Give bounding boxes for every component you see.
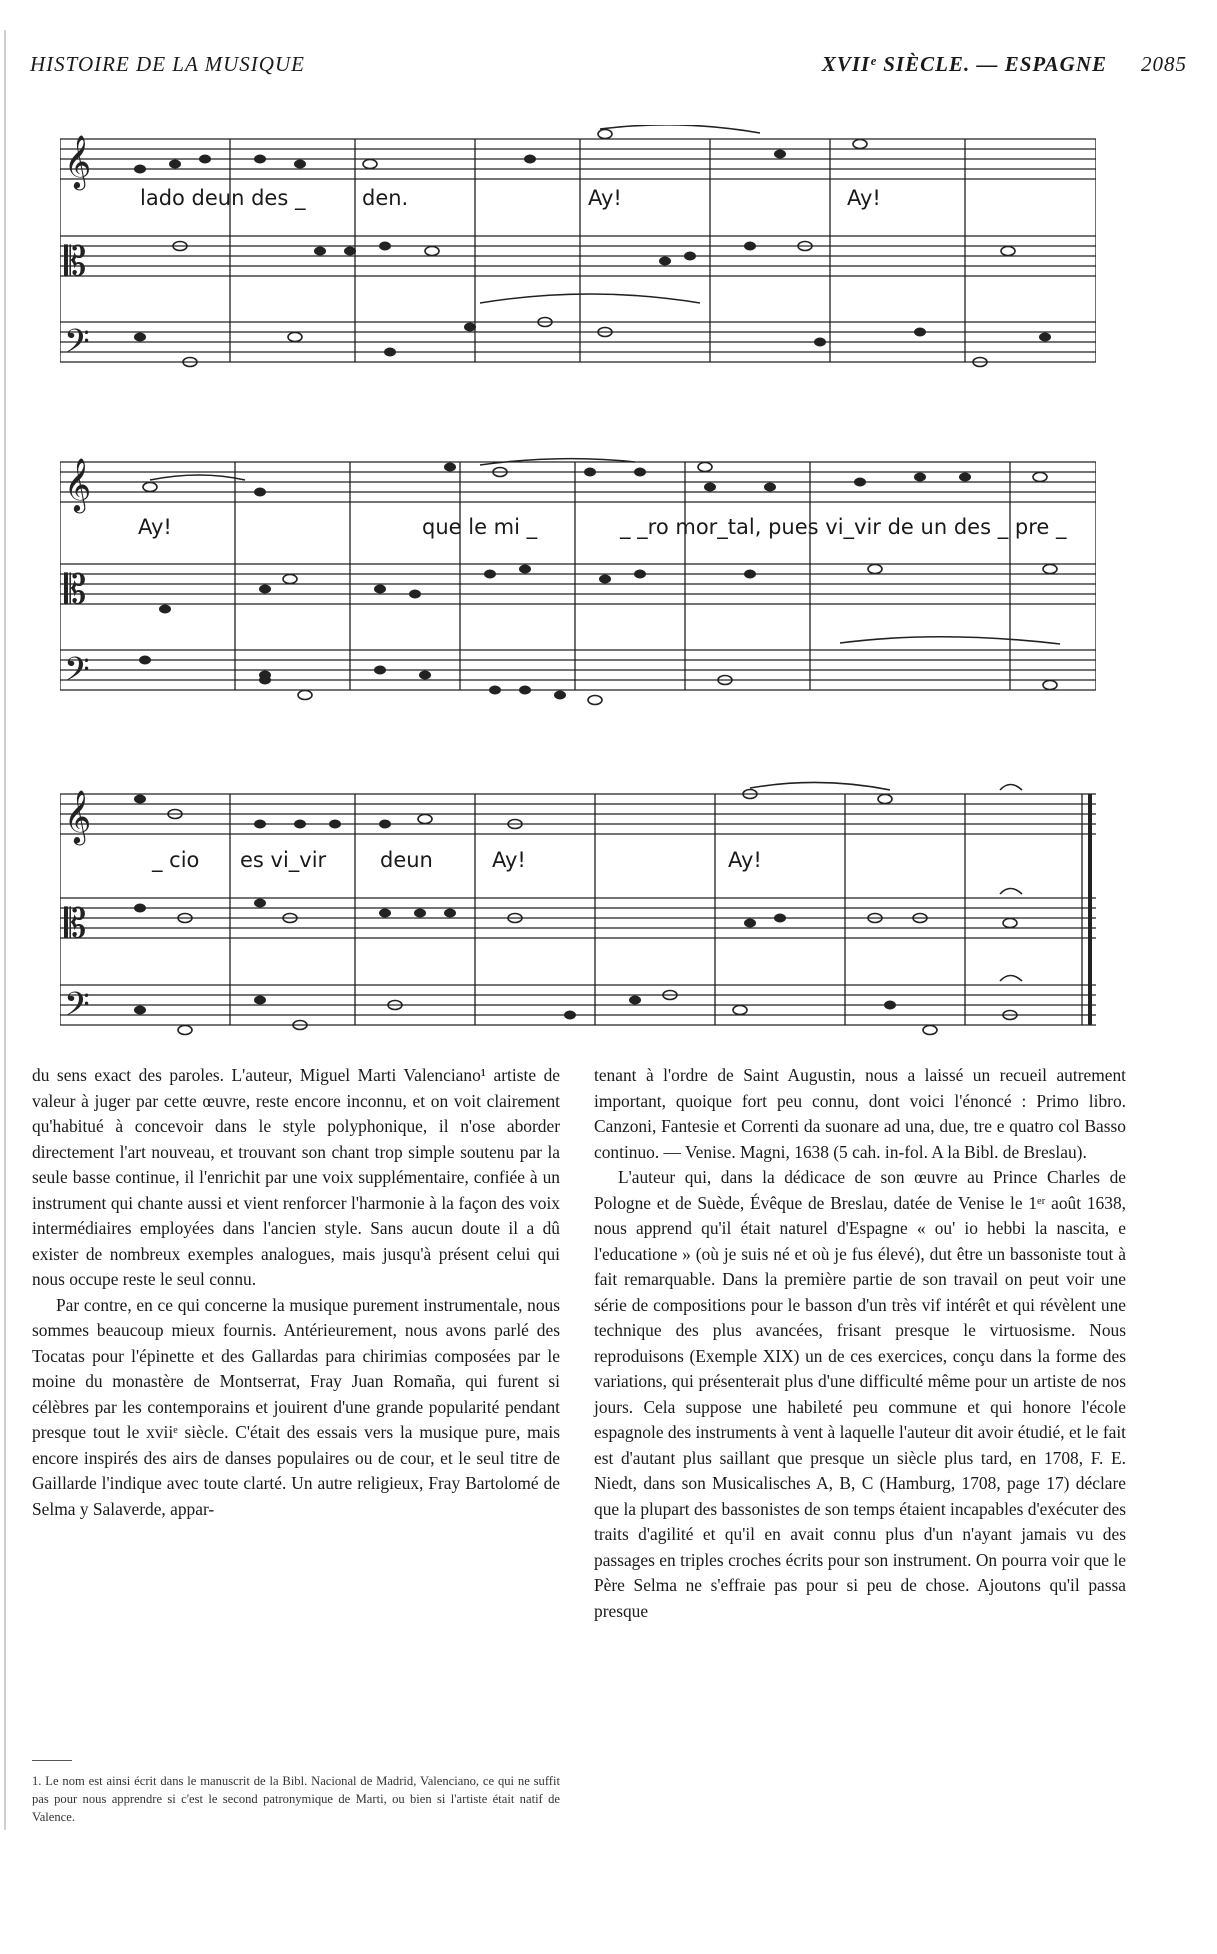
svg-text:𝄢: 𝄢	[64, 986, 90, 1032]
lyrics-system-3b: es vi_vir	[240, 848, 327, 872]
chapter-title: XVIIᵉ SIÈCLE. — ESPAGNE	[821, 52, 1107, 76]
svg-text:𝄡: 𝄡	[64, 239, 87, 285]
page-edge	[4, 30, 6, 1830]
lyrics-system-2a: Ay!	[138, 515, 172, 539]
running-head-left: HISTOIRE DE LA MUSIQUE	[30, 52, 305, 76]
lyrics-system-3c: deun	[380, 848, 433, 872]
lyrics-system-1a: lado deun des _	[140, 186, 306, 210]
running-head	[30, 52, 1187, 82]
lyrics-system-2c: _ _ro mor_tal, pues vi_vir de un des _ pre _	[620, 515, 1067, 539]
footnote-rule	[32, 1760, 72, 1761]
music-system-2	[60, 448, 1096, 723]
music-score	[60, 448, 1096, 723]
lyrics-system-3a: _ cio	[152, 848, 200, 872]
paragraph: L'auteur qui, dans la dédicace de son œuvre au Prince Charles de Pologne et de Suède, Évêque de Breslau, datée de Venise le 1ᵉʳ août 1638, nous apprend qu'il était naturel d'Espagne « ou' io hebbi la nascita, e l'educatione » (où je suis né et où je fus élevé), dut être un bassoniste tout à fait remarquable. Dans la première partie de son travail on peut voir une série de compositions pour le basson d'un très vif intérêt et qui révèlent une technique des plus avancées, frisant presque le virtuosisme. Nous reproduisons (Exemple XIX) un de ces exercices, conçu dans la forme des variations, qui présenterait plus d'une difficulté même pour un artiste de nos jours. Cela suppose une habileté peu commune et qui honore l'école espagnole des instruments à vent à laquelle l'auteur dit avoir étudié, et le fait est d'autant plus saillant que presque un siècle plus tard, en 1708, F. E. Niedt, dans son Musicalisches A, B, C (Hamburg, 1708, page 17) déclare que la plupart des bassonistes de son temps étaient incapables d'exécuter des traits d'agilité et qu'il en avait connu plus d'un n'ayant jamais vu des passages en triples croches écrits pour son instrument. On pourra voir que le Père Selma ne s'effraie pas pour si peu de chose. Ajoutons qu'il passa presque	[594, 1167, 1126, 1621]
lyrics-system-1b: den.	[362, 186, 409, 210]
svg-text:𝄞: 𝄞	[64, 457, 92, 511]
music-system-1	[60, 125, 1096, 395]
paragraph: Par contre, en ce qui concerne la musique purement instrumentale, nous sommes beaucoup mieux fournis. Antérieurement, nous avons parlé des Tocatas pour l'épinette et des Gallardas para chirimias composées par le moine du monastère de Montserrat, Fray Juan Romaña, qui furent si célèbres par les contemporains et jouirent d'une grande popularité pendant presque tout le xviiᵉ siècle. C'était des essais vers la musique pure, mais encore inspirés des airs de danses populaires ou de cour, et le seul titre de Gaillarde l'indique avec toute clarté. Un autre religieux, Fray Bartolomé de Selma y Salaverde, appar-	[32, 1294, 560, 1519]
left-column	[32, 1063, 560, 1522]
music-system-3	[60, 780, 1096, 1055]
lyrics-system-3e: Ay!	[728, 848, 762, 872]
paragraph: du sens exact des paroles. L'auteur, Miguel Marti Valenciano¹ artiste de valeur à juger par cette œuvre, reste encore inconnu, et on voit clairement qu'habitué à concevoir dans le style polyphonique, il n'ose aborder directement l'art nouveau, et trouvant son chant trop simple soutenu par la seule basse continue, il l'enrichit par une voix supplémentaire, confiée à un instrument qui chante aussi et vient renforcer l'harmonie à la façon des voix intermédiaires employées dans l'ancien style. Sans aucun doute il a dû exister de nombreux exemples analogues, mais jusqu'à présent celui qui nous occupe reste le seul connu.	[32, 1065, 560, 1289]
svg-text:𝄢: 𝄢	[64, 323, 90, 369]
svg-text:𝄡: 𝄡	[64, 901, 87, 947]
lyrics-system-1c: Ay!	[588, 186, 622, 210]
right-column	[594, 1063, 1126, 1624]
lyrics-system-2b: que le mi _	[422, 515, 538, 539]
page-number: 2085	[1141, 52, 1187, 76]
svg-text:𝄞: 𝄞	[64, 789, 92, 843]
svg-text:𝄞: 𝄞	[64, 134, 92, 188]
footnote: 1. Le nom est ainsi écrit dans le manuscrit de la Bibl. Nacional de Madrid, Valenciano, ce qui ne suffit pas pour nous apprendre si c'est le second patronymique de Marti, ou bien si l'artiste était natif de Valence.	[32, 1774, 560, 1824]
svg-text:𝄡: 𝄡	[64, 567, 87, 613]
lyrics-system-3d: Ay!	[492, 848, 526, 872]
lyrics-system-1d: Ay!	[847, 186, 881, 210]
svg-text:𝄢: 𝄢	[64, 651, 90, 697]
music-score	[60, 780, 1096, 1055]
running-head-right	[822, 52, 1187, 77]
music-score	[60, 125, 1096, 395]
paragraph: tenant à l'ordre de Saint Augustin, nous a laissé un recueil autrement important, quoique fort peu connu, dont voici l'énoncé : Primo libro. Canzoni, Fantesie et Correnti da suonare ad una, due, tre e quatro col Basso continuo. — Venise. Magni, 1638 (5 cah. in-fol. A la Bibl. de Breslau).	[594, 1065, 1126, 1162]
